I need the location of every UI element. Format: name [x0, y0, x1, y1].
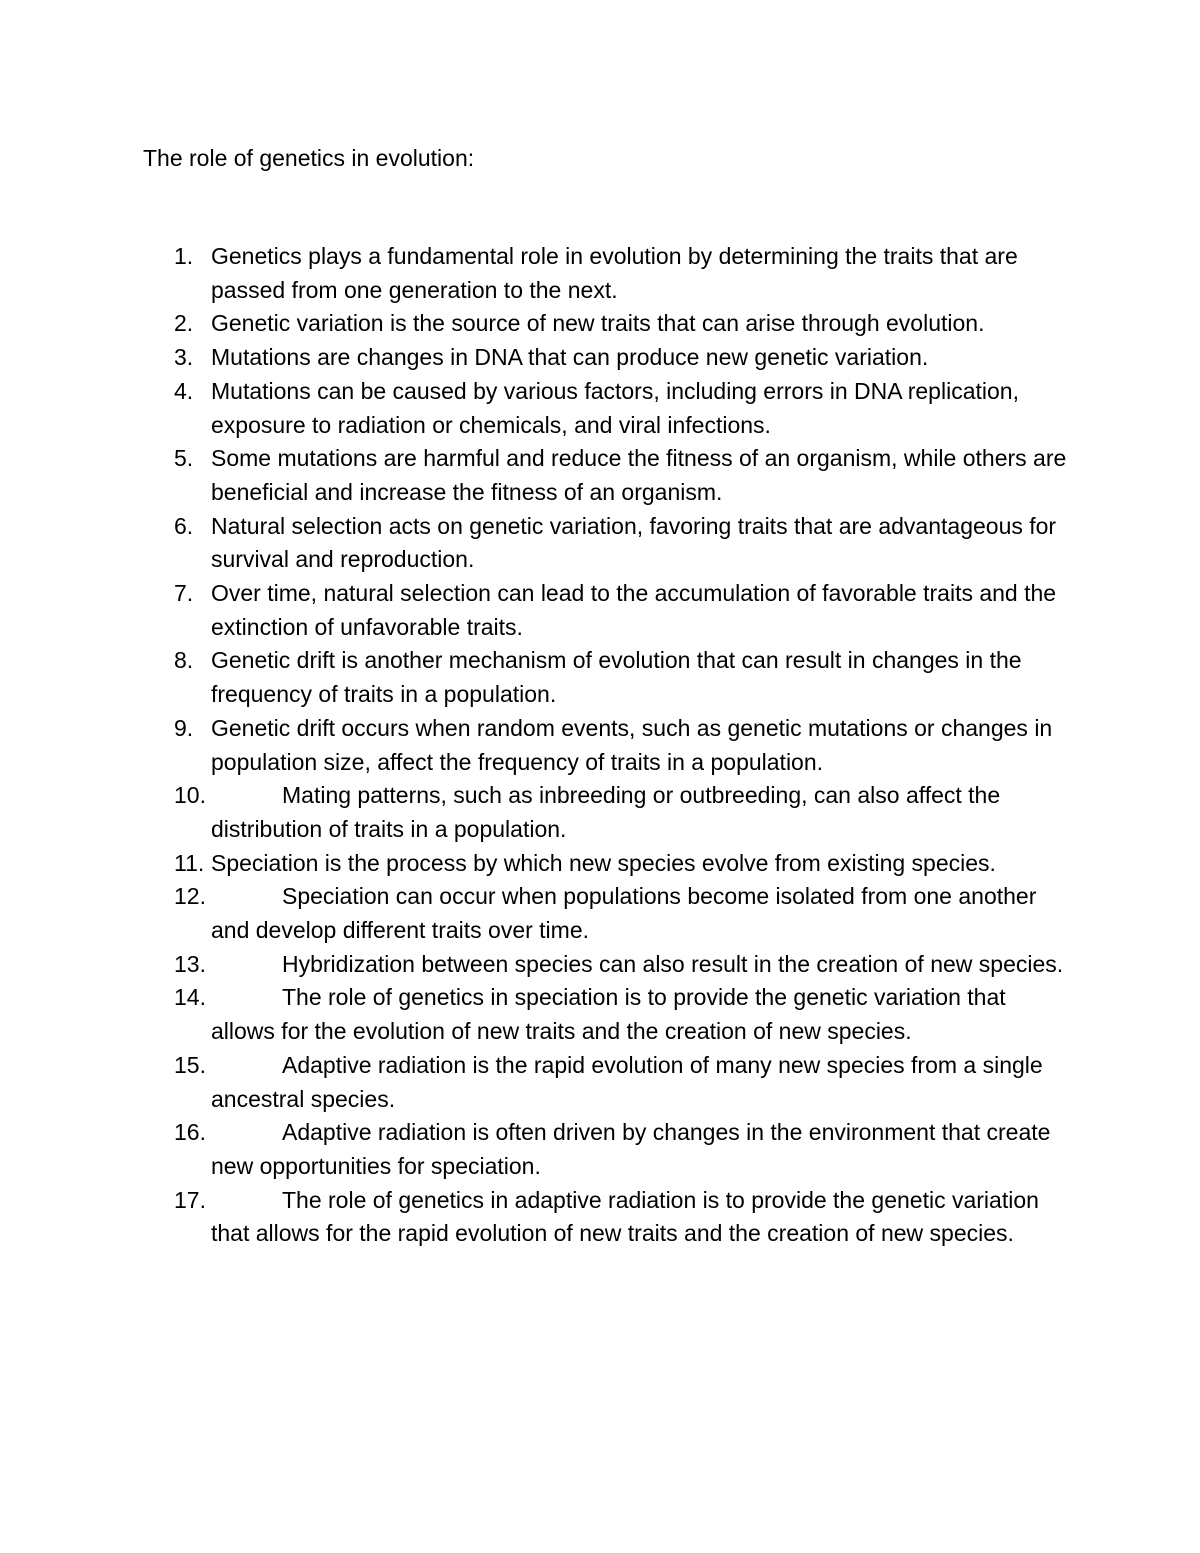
list-item-number: 14. [174, 984, 206, 1011]
list-item-text: Some mutations are harmful and reduce the fitness of an organism, while others are beneficial and increase the fitness of an organism. [211, 445, 1067, 505]
list-item-text: Natural selection acts on genetic variation, favoring traits that are advantageous for survival and reproduction. [211, 512, 1057, 573]
list-item-text: Genetics plays a fundamental role in evolution by determining the traits that are passed from one generation to the next. [211, 243, 1018, 303]
list-item [0, 577, 1071, 644]
list-item-number: 16. [174, 1119, 206, 1146]
list-item-text: Hybridization between species can also result in the creation of new species. [282, 950, 1064, 977]
list-item-text: Mating patterns, such as inbreeding or outbreeding, can also affect the distribution of traits in a population. [211, 782, 1001, 842]
list-item-number: 1. [174, 243, 194, 269]
list-item-number: 5. [174, 445, 194, 472]
list-item [0, 307, 1071, 341]
list-item-text: Adaptive radiation is often driven by changes in the environment that create new opportunities for speciation. [211, 1119, 1051, 1179]
list-item [0, 375, 1071, 442]
list-item [0, 442, 1071, 509]
list-item [0, 510, 1071, 577]
document-title: The role of genetics in evolution: [143, 145, 475, 171]
list-item-number: 13. [174, 950, 206, 977]
list-item-number: 12. [174, 883, 206, 910]
list-item-text: Genetic drift is another mechanism of evolution that can result in changes in the frequency of traits in a population. [211, 647, 1022, 708]
list-item-text: The role of genetics in adaptive radiation is to provide the genetic variation that allows for the rapid evolution of new traits and the creation of new species. [211, 1186, 1039, 1247]
list-item-number: 17. [174, 1186, 206, 1213]
list-item-text: The role of genetics in speciation is to provide the genetic variation that allows for the evolution of new traits and the creation of new species. [211, 984, 1006, 1045]
list-item-text: Genetic drift occurs when random events, such as genetic mutations or changes in population size, affect the frequency of traits in a population. [211, 714, 1053, 775]
list-item [0, 779, 1071, 846]
list-item [0, 1116, 1071, 1183]
list-item-text: Mutations are changes in DNA that can produce new genetic variation. [211, 344, 929, 371]
list-item [0, 712, 1071, 779]
list-item-number: 11. [174, 849, 205, 876]
list-item-text: Speciation can occur when populations become isolated from one another and develop different traits over time. [211, 883, 1037, 944]
list-item-number: 15. [174, 1051, 206, 1078]
list-item [0, 981, 1071, 1048]
list-item-text: Adaptive radiation is the rapid evolution of many new species from a single ancestral species. [211, 1051, 1043, 1112]
list-item-number: 6. [174, 512, 194, 539]
list-item [0, 948, 1071, 982]
list-item-number: 2. [174, 310, 194, 337]
list-item [0, 1184, 1071, 1251]
list-item-number: 8. [174, 647, 194, 674]
list-item [0, 341, 1071, 375]
list-item [0, 847, 1071, 881]
list-item-number: 9. [174, 714, 194, 741]
list-item-number: 3. [174, 344, 194, 371]
list-item-text: Speciation is the process by which new species evolve from existing species. [211, 849, 996, 876]
list-item-text: Genetic variation is the source of new traits that can arise through evolution. [211, 310, 985, 337]
list-item [0, 880, 1071, 947]
list-item [0, 1049, 1071, 1116]
numbered-list [0, 240, 1200, 1251]
list-item [0, 240, 1071, 307]
list-item-text: Over time, natural selection can lead to the accumulation of favorable traits and the extinction of unfavorable traits. [211, 580, 1057, 640]
list-item-number: 7. [174, 580, 194, 607]
list-item-text: Mutations can be caused by various factors, including errors in DNA replication, exposure to radiation or chemicals, and viral infections. [211, 377, 1019, 438]
list-item [0, 644, 1071, 711]
list-item-number: 10. [174, 782, 206, 809]
list-item-number: 4. [174, 377, 194, 404]
